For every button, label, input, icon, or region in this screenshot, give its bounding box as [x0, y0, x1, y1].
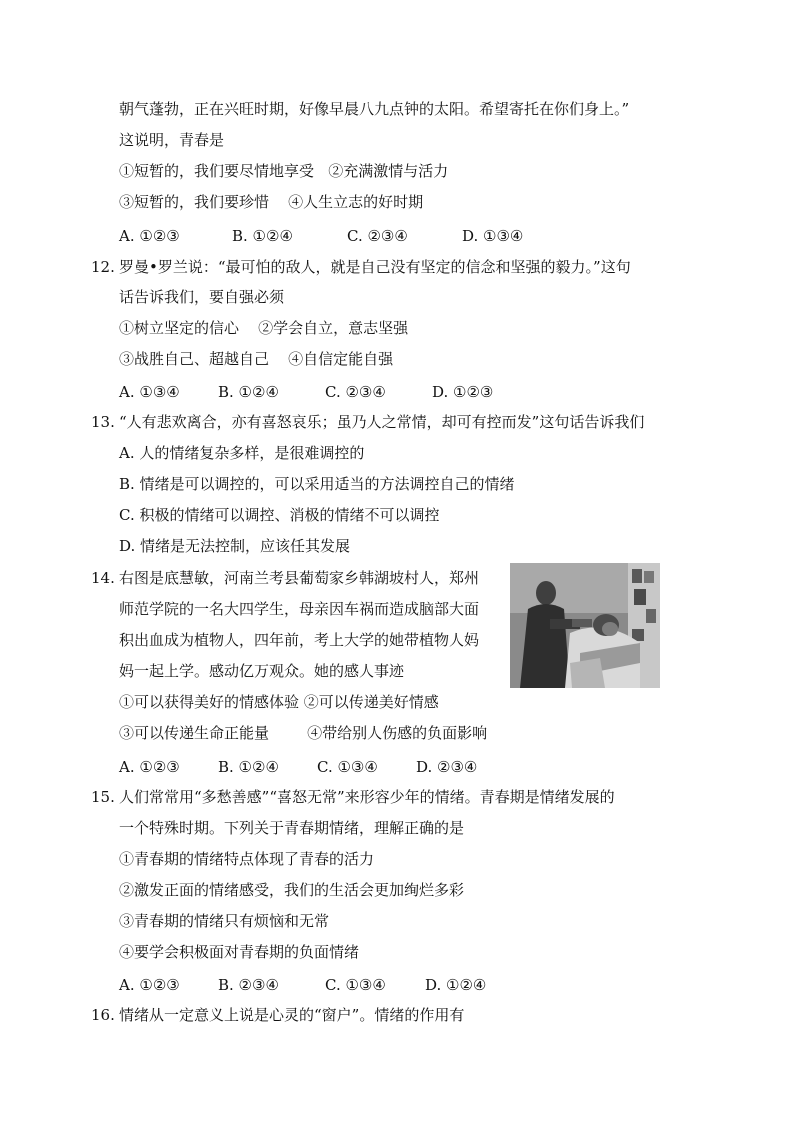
q12-statement-row1: ①树立坚定的信心 ②学会自立，意志坚强 — [119, 319, 409, 337]
q12-choice-c: C. ②③④ — [325, 383, 386, 401]
q14-stem-line3: 积出血成为植物人，四年前，考上大学的她带植物人妈 — [119, 631, 480, 649]
q15-statement-4: ④要学会积极面对青春期的负面情绪 — [119, 943, 360, 961]
q15-stem-line1: 人们常常用“多愁善感”“喜怒无常”来形容少年的情绪。青春期是情绪发展的 — [119, 788, 615, 806]
q14-stem-line1: 右图是底慧敏，河南兰考县葡萄家乡韩湖坡村人，郑州 — [119, 569, 480, 587]
q13-choice-c: C. 积极的情绪可以调控、消极的情绪不可以调控 — [119, 506, 440, 524]
q14-choice-c: C. ①③④ — [317, 758, 378, 776]
q14-choice-b: B. ①②④ — [218, 758, 279, 776]
q12-stem-line1: 罗曼•罗兰说：“最可怕的敌人，就是自己没有坚定的信念和坚强的毅力。”这句 — [119, 258, 631, 276]
q11-choice-c: C. ②③④ — [347, 227, 408, 245]
q12-choice-a: A. ①③④ — [119, 383, 180, 401]
q15-choice-c: C. ①③④ — [325, 976, 386, 994]
q11-choice-a: A. ①②③ — [119, 227, 180, 245]
q16-number: 16. — [91, 1006, 115, 1024]
q13-stem-line1: “人有悲欢离合，亦有喜怒哀乐；虽乃人之常情，却可有控而发”这句话告诉我们 — [119, 413, 645, 431]
q11-statement-row2: ③短暂的，我们要珍惜 ④人生立志的好时期 — [119, 193, 424, 211]
q15-statement-3: ③青春期的情绪只有烦恼和无常 — [119, 912, 330, 930]
q14-stem-line2: 师范学院的一名大四学生，母亲因车祸而造成脑部大面 — [119, 600, 480, 618]
q15-statement-2: ②激发正面的情绪感受，我们的生活会更加绚烂多彩 — [119, 881, 465, 899]
q15-choice-d: D. ①②④ — [425, 976, 487, 994]
q11-choice-b: B. ①②④ — [232, 227, 293, 245]
q14-statement-row2: ③可以传递生命正能量 ④带给别人伤感的负面影响 — [119, 724, 488, 742]
q11-stem-line1: 朝气蓬勃，正在兴旺时期，好像早晨八九点钟的太阳。希望寄托在你们身上。” — [119, 100, 630, 118]
q14-number: 14. — [91, 569, 115, 587]
q13-choice-a: A. 人的情绪复杂多样，是很难调控的 — [119, 444, 365, 462]
q15-choice-a: A. ①②③ — [119, 976, 180, 994]
photo-illustration — [510, 563, 660, 688]
q15-stem-line2: 一个特殊时期。下列关于青春期情绪，理解正确的是 — [119, 819, 465, 837]
q13-choice-b: B. 情绪是可以调控的，可以采用适当的方法调控自己的情绪 — [119, 475, 515, 493]
q12-choice-b: B. ①②④ — [218, 383, 279, 401]
q15-choice-b: B. ②③④ — [218, 976, 279, 994]
q11-stem-line2: 这说明，青春是 — [119, 131, 225, 149]
q13-number: 13. — [91, 413, 115, 431]
q16-stem-line1: 情绪从一定意义上说是心灵的“窗户”。情绪的作用有 — [119, 1006, 465, 1024]
q14-statement-row1: ①可以获得美好的情感体验 ②可以传递美好情感 — [119, 693, 439, 711]
q13-choice-d: D. 情绪是无法控制，应该任其发展 — [119, 537, 351, 555]
q11-statement-row1: ①短暂的，我们要尽情地享受 ②充满激情与活力 — [119, 162, 449, 180]
q15-number: 15. — [91, 788, 115, 806]
q12-number: 12. — [91, 258, 115, 276]
q15-statement-1: ①青春期的情绪特点体现了青春的活力 — [119, 850, 375, 868]
q12-choice-d: D. ①②③ — [432, 383, 494, 401]
q14-choice-d: D. ②③④ — [416, 758, 478, 776]
q11-choice-d: D. ①③④ — [462, 227, 524, 245]
q14-stem-line4: 妈一起上学。感动亿万观众。她的感人事迹 — [119, 662, 405, 680]
q12-statement-row2: ③战胜自己、超越自己 ④自信定能自强 — [119, 350, 394, 368]
student-and-mother-photo — [510, 563, 660, 688]
q14-choice-a: A. ①②③ — [119, 758, 180, 776]
q12-stem-line2: 话告诉我们，要自强必须 — [119, 288, 285, 306]
